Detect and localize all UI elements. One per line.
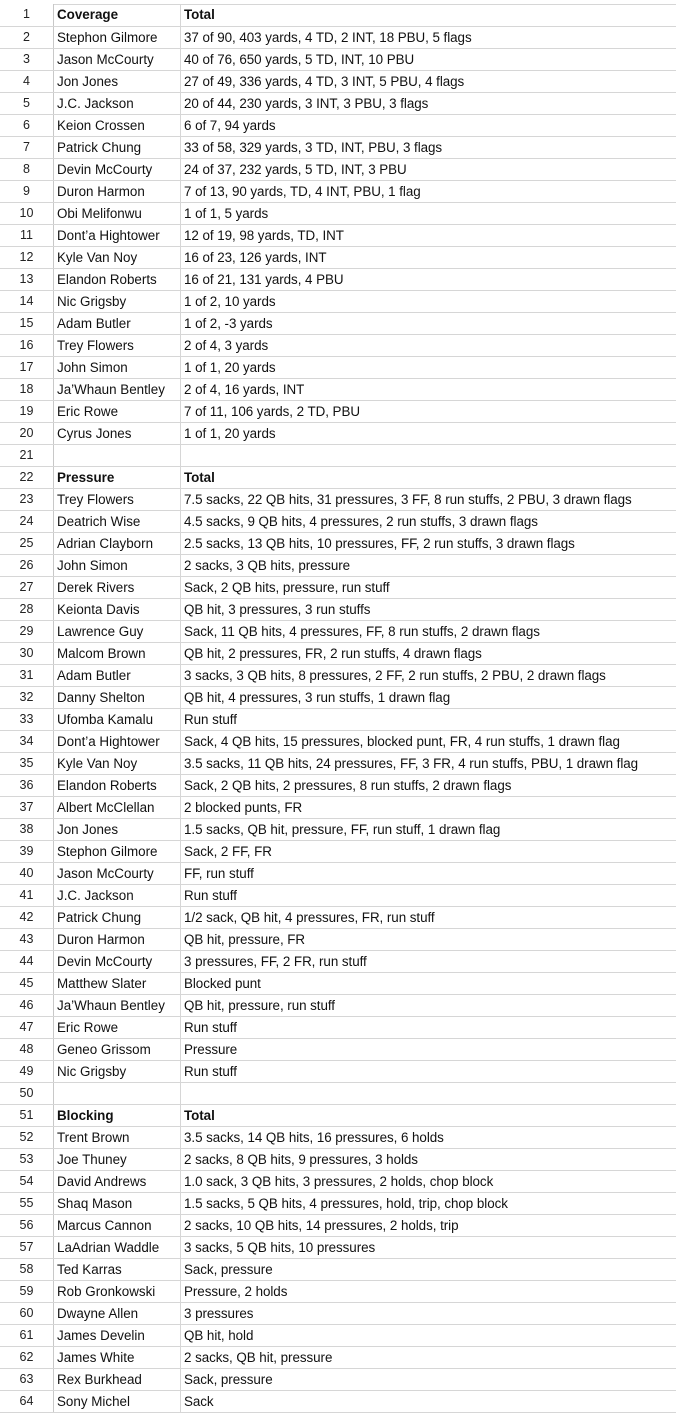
table-row [0,1170,676,1192]
table-row [0,774,676,796]
empty-row [0,1082,676,1104]
section-header-row [0,466,676,488]
total-header-cell[interactable]: Total [181,466,676,488]
player-name-cell[interactable]: Shaq Mason [54,1192,181,1214]
stat-total-cell[interactable]: 37 of 90, 403 yards, 4 TD, 2 INT, 18 PBU, 5 flags [181,26,676,48]
table-row [0,686,676,708]
row-number[interactable]: 56 [0,1214,54,1236]
stat-total-cell[interactable]: 1 of 1, 20 yards [181,422,676,444]
stat-total-cell[interactable]: 3 sacks, 3 QB hits, 8 pressures, 2 FF, 2 run stuffs, 2 PBU, 2 drawn flags [181,664,676,686]
player-name-cell[interactable]: LaAdrian Waddle [54,1236,181,1258]
row-number[interactable]: 24 [0,510,54,532]
row-number[interactable]: 16 [0,334,54,356]
row-number[interactable]: 38 [0,818,54,840]
player-name-cell[interactable]: Matthew Slater [54,972,181,994]
table-row [0,576,676,598]
table-row [0,26,676,48]
stat-total-cell[interactable]: 1.5 sacks, 5 QB hits, 4 pressures, hold, trip, chop block [181,1192,676,1214]
table-row [0,906,676,928]
section-header-row [0,1104,676,1126]
row-number[interactable]: 33 [0,708,54,730]
row-number[interactable]: 21 [0,444,54,466]
row-number[interactable]: 23 [0,488,54,510]
table-row [0,1016,676,1038]
table-row [0,246,676,268]
stat-total-cell[interactable]: 1 of 1, 5 yards [181,202,676,224]
table-row [0,598,676,620]
player-name-cell[interactable]: Obi Melifonwu [54,202,181,224]
row-number[interactable]: 20 [0,422,54,444]
player-name-cell[interactable]: Keionta Davis [54,598,181,620]
player-name-cell[interactable]: Adam Butler [54,312,181,334]
table-row [0,422,676,444]
row-number[interactable]: 2 [0,26,54,48]
player-name-cell[interactable]: Deatrich Wise [54,510,181,532]
table-row [0,290,676,312]
row-number[interactable]: 37 [0,796,54,818]
table-row [0,70,676,92]
row-number[interactable]: 40 [0,862,54,884]
player-name-cell[interactable]: Kyle Van Noy [54,752,181,774]
section-title-cell[interactable]: Pressure [54,466,181,488]
section-title-cell[interactable]: Coverage [54,4,181,26]
player-name-cell[interactable]: Cyrus Jones [54,422,181,444]
stat-total-cell[interactable]: Run stuff [181,1060,676,1082]
player-name-cell[interactable]: Albert McClellan [54,796,181,818]
table-row [0,48,676,70]
stat-total-cell[interactable] [181,444,676,466]
player-name-cell[interactable]: Geneo Grissom [54,1038,181,1060]
table-row [0,884,676,906]
table-row [0,818,676,840]
table-row [0,1324,676,1346]
player-name-cell[interactable]: Jon Jones [54,818,181,840]
table-row [0,202,676,224]
table-row [0,136,676,158]
stat-total-cell[interactable]: 20 of 44, 230 yards, 3 INT, 3 PBU, 3 flags [181,92,676,114]
row-number[interactable]: 30 [0,642,54,664]
table-row [0,1148,676,1170]
player-name-cell[interactable]: Rob Gronkowski [54,1280,181,1302]
stat-total-cell[interactable]: QB hit, 4 pressures, 3 run stuffs, 1 drawn flag [181,686,676,708]
player-name-cell[interactable]: Kyle Van Noy [54,246,181,268]
player-name-cell[interactable]: Joe Thuney [54,1148,181,1170]
row-number[interactable]: 29 [0,620,54,642]
stat-total-cell[interactable]: 7.5 sacks, 22 QB hits, 31 pressures, 3 FF, 8 run stuffs, 2 PBU, 3 drawn flags [181,488,676,510]
table-row [0,1280,676,1302]
row-number[interactable]: 46 [0,994,54,1016]
stat-total-cell[interactable]: 1.5 sacks, QB hit, pressure, FF, run stuff, 1 drawn flag [181,818,676,840]
player-name-cell[interactable]: Patrick Chung [54,906,181,928]
row-number[interactable]: 31 [0,664,54,686]
row-number[interactable]: 36 [0,774,54,796]
row-number[interactable]: 25 [0,532,54,554]
player-name-cell[interactable]: Keion Crossen [54,114,181,136]
row-number[interactable]: 62 [0,1346,54,1368]
player-name-cell[interactable]: Elandon Roberts [54,268,181,290]
player-name-cell[interactable]: Trey Flowers [54,488,181,510]
player-name-cell[interactable]: Dwayne Allen [54,1302,181,1324]
player-name-cell[interactable]: Elandon Roberts [54,774,181,796]
stat-total-cell[interactable]: 2.5 sacks, 13 QB hits, 10 pressures, FF, 2 run stuffs, 3 drawn flags [181,532,676,554]
row-number[interactable]: 55 [0,1192,54,1214]
row-number[interactable]: 50 [0,1082,54,1104]
row-number[interactable]: 58 [0,1258,54,1280]
stat-total-cell[interactable]: 1.0 sack, 3 QB hits, 3 pressures, 2 holds, chop block [181,1170,676,1192]
section-header-row [0,4,676,26]
table-row [0,224,676,246]
table-row [0,510,676,532]
stat-total-cell[interactable]: Sack, pressure [181,1258,676,1280]
stat-total-cell[interactable]: 4.5 sacks, 9 QB hits, 4 pressures, 2 run stuffs, 3 drawn flags [181,510,676,532]
row-number[interactable]: 43 [0,928,54,950]
row-number[interactable]: 49 [0,1060,54,1082]
row-number[interactable]: 59 [0,1280,54,1302]
stat-total-cell[interactable]: 16 of 21, 131 yards, 4 PBU [181,268,676,290]
stat-total-cell[interactable]: 2 sacks, QB hit, pressure [181,1346,676,1368]
stat-total-cell[interactable]: 6 of 7, 94 yards [181,114,676,136]
player-name-cell[interactable]: Lawrence Guy [54,620,181,642]
stat-total-cell[interactable]: 2 sacks, 3 QB hits, pressure [181,554,676,576]
stat-total-cell[interactable]: 27 of 49, 336 yards, 4 TD, 3 INT, 5 PBU, 4 flags [181,70,676,92]
player-name-cell[interactable]: Danny Shelton [54,686,181,708]
player-name-cell[interactable]: J.C. Jackson [54,92,181,114]
player-name-cell[interactable]: Nic Grigsby [54,1060,181,1082]
row-number[interactable]: 26 [0,554,54,576]
stat-total-cell[interactable]: FF, run stuff [181,862,676,884]
stat-total-cell[interactable]: 40 of 76, 650 yards, 5 TD, INT, 10 PBU [181,48,676,70]
table-row [0,1346,676,1368]
player-name-cell[interactable]: Adam Butler [54,664,181,686]
table-row [0,400,676,422]
section-title-cell[interactable]: Blocking [54,1104,181,1126]
table-row [0,158,676,180]
table-row [0,356,676,378]
stat-total-cell[interactable]: Run stuff [181,884,676,906]
row-number[interactable]: 22 [0,466,54,488]
row-number[interactable]: 53 [0,1148,54,1170]
stat-total-cell[interactable]: Sack, 2 QB hits, 2 pressures, 8 run stuffs, 2 drawn flags [181,774,676,796]
row-number[interactable]: 61 [0,1324,54,1346]
player-name-cell[interactable]: Stephon Gilmore [54,840,181,862]
player-name-cell[interactable]: David Andrews [54,1170,181,1192]
row-number[interactable]: 7 [0,136,54,158]
stat-total-cell[interactable]: 2 of 4, 16 yards, INT [181,378,676,400]
stat-total-cell[interactable]: 3 pressures, FF, 2 FR, run stuff [181,950,676,972]
row-number[interactable]: 64 [0,1390,54,1412]
stat-total-cell[interactable]: Sack [181,1390,676,1412]
row-number[interactable]: 57 [0,1236,54,1258]
row-number[interactable]: 3 [0,48,54,70]
table-row [0,708,676,730]
player-name-cell[interactable]: James White [54,1346,181,1368]
player-name-cell[interactable]: John Simon [54,554,181,576]
player-name-cell[interactable]: Dont’a Hightower [54,224,181,246]
stat-total-cell[interactable]: QB hit, pressure, run stuff [181,994,676,1016]
spreadsheet-grid [0,4,676,1413]
stat-total-cell[interactable]: QB hit, 3 pressures, 3 run stuffs [181,598,676,620]
player-name-cell[interactable]: Derek Rivers [54,576,181,598]
row-number[interactable]: 35 [0,752,54,774]
stat-total-cell[interactable]: 16 of 23, 126 yards, INT [181,246,676,268]
player-name-cell[interactable] [54,444,181,466]
row-number[interactable]: 41 [0,884,54,906]
table-row [0,730,676,752]
row-number[interactable]: 18 [0,378,54,400]
table-row [0,972,676,994]
row-number[interactable]: 28 [0,598,54,620]
player-name-cell[interactable]: Nic Grigsby [54,290,181,312]
stat-total-cell[interactable]: 2 blocked punts, FR [181,796,676,818]
stat-total-cell[interactable]: Run stuff [181,1016,676,1038]
stat-total-cell[interactable]: Blocked punt [181,972,676,994]
stat-total-cell[interactable]: 1/2 sack, QB hit, 4 pressures, FR, run stuff [181,906,676,928]
player-name-cell[interactable]: Ja’Whaun Bentley [54,994,181,1016]
table-row [0,312,676,334]
row-number[interactable]: 60 [0,1302,54,1324]
row-number[interactable]: 48 [0,1038,54,1060]
stat-total-cell[interactable]: Run stuff [181,708,676,730]
empty-row [0,444,676,466]
stat-total-cell[interactable]: Sack, 11 QB hits, 4 pressures, FF, 8 run stuffs, 2 drawn flags [181,620,676,642]
row-number[interactable]: 47 [0,1016,54,1038]
stat-total-cell[interactable]: 3.5 sacks, 11 QB hits, 24 pressures, FF, 3 FR, 4 run stuffs, PBU, 1 drawn flag [181,752,676,774]
player-name-cell[interactable]: Jason McCourty [54,48,181,70]
table-row [0,1236,676,1258]
table-row [0,1390,676,1412]
stat-total-cell[interactable]: QB hit, hold [181,1324,676,1346]
player-name-cell[interactable]: Ja’Whaun Bentley [54,378,181,400]
table-row [0,1126,676,1148]
player-name-cell[interactable]: Devin McCourty [54,158,181,180]
row-number[interactable]: 15 [0,312,54,334]
player-name-cell[interactable]: J.C. Jackson [54,884,181,906]
player-name-cell[interactable]: Jason McCourty [54,862,181,884]
player-name-cell[interactable]: Devin McCourty [54,950,181,972]
row-number[interactable]: 34 [0,730,54,752]
table-row [0,752,676,774]
stat-total-cell[interactable]: 1 of 1, 20 yards [181,356,676,378]
row-number[interactable]: 45 [0,972,54,994]
player-name-cell[interactable]: John Simon [54,356,181,378]
player-name-cell[interactable]: Ted Karras [54,1258,181,1280]
player-name-cell[interactable]: Malcom Brown [54,642,181,664]
row-number[interactable]: 9 [0,180,54,202]
table-row [0,268,676,290]
stat-total-cell[interactable]: 2 sacks, 8 QB hits, 9 pressures, 3 holds [181,1148,676,1170]
table-row [0,620,676,642]
player-name-cell[interactable]: Trent Brown [54,1126,181,1148]
table-row [0,928,676,950]
stat-total-cell[interactable]: 7 of 11, 106 yards, 2 TD, PBU [181,400,676,422]
row-number[interactable]: 12 [0,246,54,268]
stat-total-cell[interactable]: Sack, 4 QB hits, 15 pressures, blocked punt, FR, 4 run stuffs, 1 drawn flag [181,730,676,752]
player-name-cell[interactable]: James Develin [54,1324,181,1346]
row-number[interactable]: 19 [0,400,54,422]
player-name-cell[interactable]: Trey Flowers [54,334,181,356]
player-name-cell[interactable]: Eric Rowe [54,400,181,422]
table-row [0,862,676,884]
player-name-cell[interactable]: Sony Michel [54,1390,181,1412]
row-number[interactable]: 10 [0,202,54,224]
table-row [0,642,676,664]
player-name-cell[interactable]: Rex Burkhead [54,1368,181,1390]
player-name-cell[interactable]: Dont’a Hightower [54,730,181,752]
table-row [0,1038,676,1060]
player-name-cell[interactable]: Duron Harmon [54,928,181,950]
table-row [0,840,676,862]
stat-total-cell[interactable]: 1 of 2, -3 yards [181,312,676,334]
stat-total-cell[interactable]: 7 of 13, 90 yards, TD, 4 INT, PBU, 1 flag [181,180,676,202]
stat-total-cell[interactable]: Sack, 2 QB hits, pressure, run stuff [181,576,676,598]
player-name-cell[interactable]: Adrian Clayborn [54,532,181,554]
table-row [0,950,676,972]
player-name-cell[interactable]: Stephon Gilmore [54,26,181,48]
row-number[interactable]: 52 [0,1126,54,1148]
row-number[interactable]: 8 [0,158,54,180]
row-number[interactable]: 32 [0,686,54,708]
table-row [0,1060,676,1082]
row-number[interactable]: 4 [0,70,54,92]
table-row [0,114,676,136]
stat-total-cell[interactable]: Sack, 2 FF, FR [181,840,676,862]
row-number[interactable]: 11 [0,224,54,246]
table-row [0,1368,676,1390]
total-header-cell[interactable]: Total [181,4,676,26]
stat-total-cell[interactable] [181,1082,676,1104]
table-row [0,378,676,400]
row-number[interactable]: 13 [0,268,54,290]
table-row [0,1192,676,1214]
row-number[interactable]: 44 [0,950,54,972]
table-row [0,1258,676,1280]
table-row [0,796,676,818]
player-name-cell[interactable]: Jon Jones [54,70,181,92]
player-name-cell[interactable]: Duron Harmon [54,180,181,202]
total-header-cell[interactable]: Total [181,1104,676,1126]
row-number[interactable]: 17 [0,356,54,378]
table-row [0,554,676,576]
stat-total-cell[interactable]: 33 of 58, 329 yards, 3 TD, INT, PBU, 3 flags [181,136,676,158]
stat-total-cell[interactable]: QB hit, 2 pressures, FR, 2 run stuffs, 4 drawn flags [181,642,676,664]
stat-total-cell[interactable]: 3 pressures [181,1302,676,1324]
player-name-cell[interactable]: Eric Rowe [54,1016,181,1038]
table-row [0,334,676,356]
table-row [0,664,676,686]
player-name-cell[interactable] [54,1082,181,1104]
stat-total-cell[interactable]: 24 of 37, 232 yards, 5 TD, INT, 3 PBU [181,158,676,180]
table-row [0,994,676,1016]
row-number[interactable]: 6 [0,114,54,136]
table-row [0,180,676,202]
stat-total-cell[interactable]: Sack, pressure [181,1368,676,1390]
table-row [0,1214,676,1236]
stat-total-cell[interactable]: 3 sacks, 5 QB hits, 10 pressures [181,1236,676,1258]
row-number[interactable]: 54 [0,1170,54,1192]
stat-total-cell[interactable]: Pressure [181,1038,676,1060]
stat-total-cell[interactable]: 3.5 sacks, 14 QB hits, 16 pressures, 6 holds [181,1126,676,1148]
stat-total-cell[interactable]: Pressure, 2 holds [181,1280,676,1302]
stat-total-cell[interactable]: 1 of 2, 10 yards [181,290,676,312]
stat-total-cell[interactable]: 2 of 4, 3 yards [181,334,676,356]
table-row [0,92,676,114]
table-row [0,1302,676,1324]
row-number[interactable]: 42 [0,906,54,928]
stat-total-cell[interactable]: 2 sacks, 10 QB hits, 14 pressures, 2 holds, trip [181,1214,676,1236]
player-name-cell[interactable]: Marcus Cannon [54,1214,181,1236]
stat-total-cell[interactable]: 12 of 19, 98 yards, TD, INT [181,224,676,246]
row-number[interactable]: 63 [0,1368,54,1390]
row-number[interactable]: 5 [0,92,54,114]
stat-total-cell[interactable]: QB hit, pressure, FR [181,928,676,950]
row-number[interactable]: 14 [0,290,54,312]
row-number[interactable]: 39 [0,840,54,862]
table-row [0,488,676,510]
row-number[interactable]: 27 [0,576,54,598]
table-row [0,532,676,554]
row-number[interactable]: 51 [0,1104,54,1126]
player-name-cell[interactable]: Patrick Chung [54,136,181,158]
row-number[interactable]: 1 [0,4,54,26]
player-name-cell[interactable]: Ufomba Kamalu [54,708,181,730]
sheet-body [0,4,676,1412]
